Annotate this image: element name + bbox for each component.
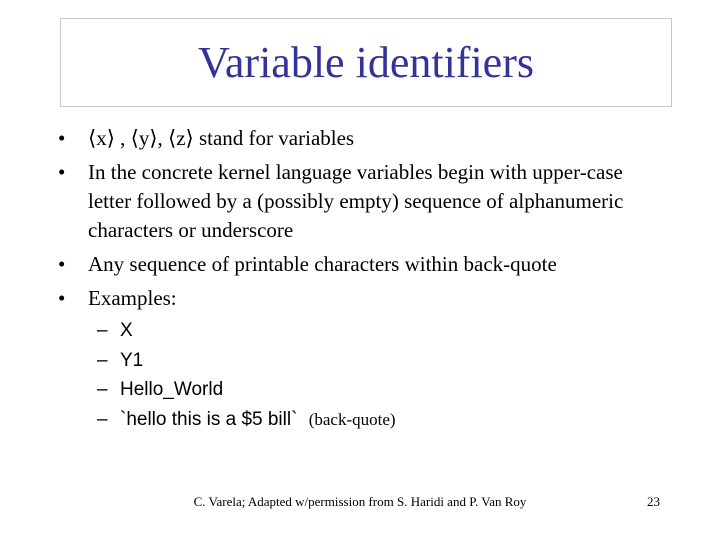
example-code: Y1 <box>120 349 144 371</box>
example-item <box>97 316 396 346</box>
example-code: Hello_World <box>120 379 224 400</box>
bullet-text: In the concrete kernel language variables begin with upper-case letter followed by a (possibly empty) sequence of alphanumeric characters or underscore <box>88 160 624 242</box>
bullet-dot: • <box>58 286 66 310</box>
example-item <box>97 346 396 376</box>
bullet-list <box>58 124 668 318</box>
sub-bullet-dash: – <box>97 379 108 400</box>
title-box <box>60 18 672 107</box>
example-code: `hello this is a $5 bill` <box>120 408 298 430</box>
example-item <box>97 405 396 435</box>
bullet-text: ⟨x⟩ , ⟨y⟩, ⟨z⟩ stand for variables <box>88 126 355 150</box>
page-number: 23 <box>647 494 660 509</box>
bullet-dot: • <box>58 160 66 184</box>
bullet-text: Any sequence of printable characters within back-quote <box>88 252 557 276</box>
bullet-item <box>58 158 668 245</box>
slide-footer: C. Varela; Adapted w/permission from S. Haridi and P. Van Roy <box>193 494 527 509</box>
example-code: X <box>120 320 133 341</box>
bullet-dot: • <box>58 252 66 276</box>
example-note: (back-quote) <box>308 409 396 429</box>
bullet-dot: • <box>58 126 66 150</box>
bullet-text: Examples: <box>88 286 177 310</box>
sub-bullet-dash: – <box>97 349 108 371</box>
sub-bullet-dash: – <box>97 408 108 430</box>
example-item <box>97 375 396 405</box>
slide-title: Variable identifiers <box>198 38 534 87</box>
example-list <box>97 316 396 434</box>
bullet-item <box>58 284 668 313</box>
sub-bullet-dash: – <box>97 320 108 341</box>
bullet-item <box>58 250 668 279</box>
bullet-item <box>58 124 668 153</box>
